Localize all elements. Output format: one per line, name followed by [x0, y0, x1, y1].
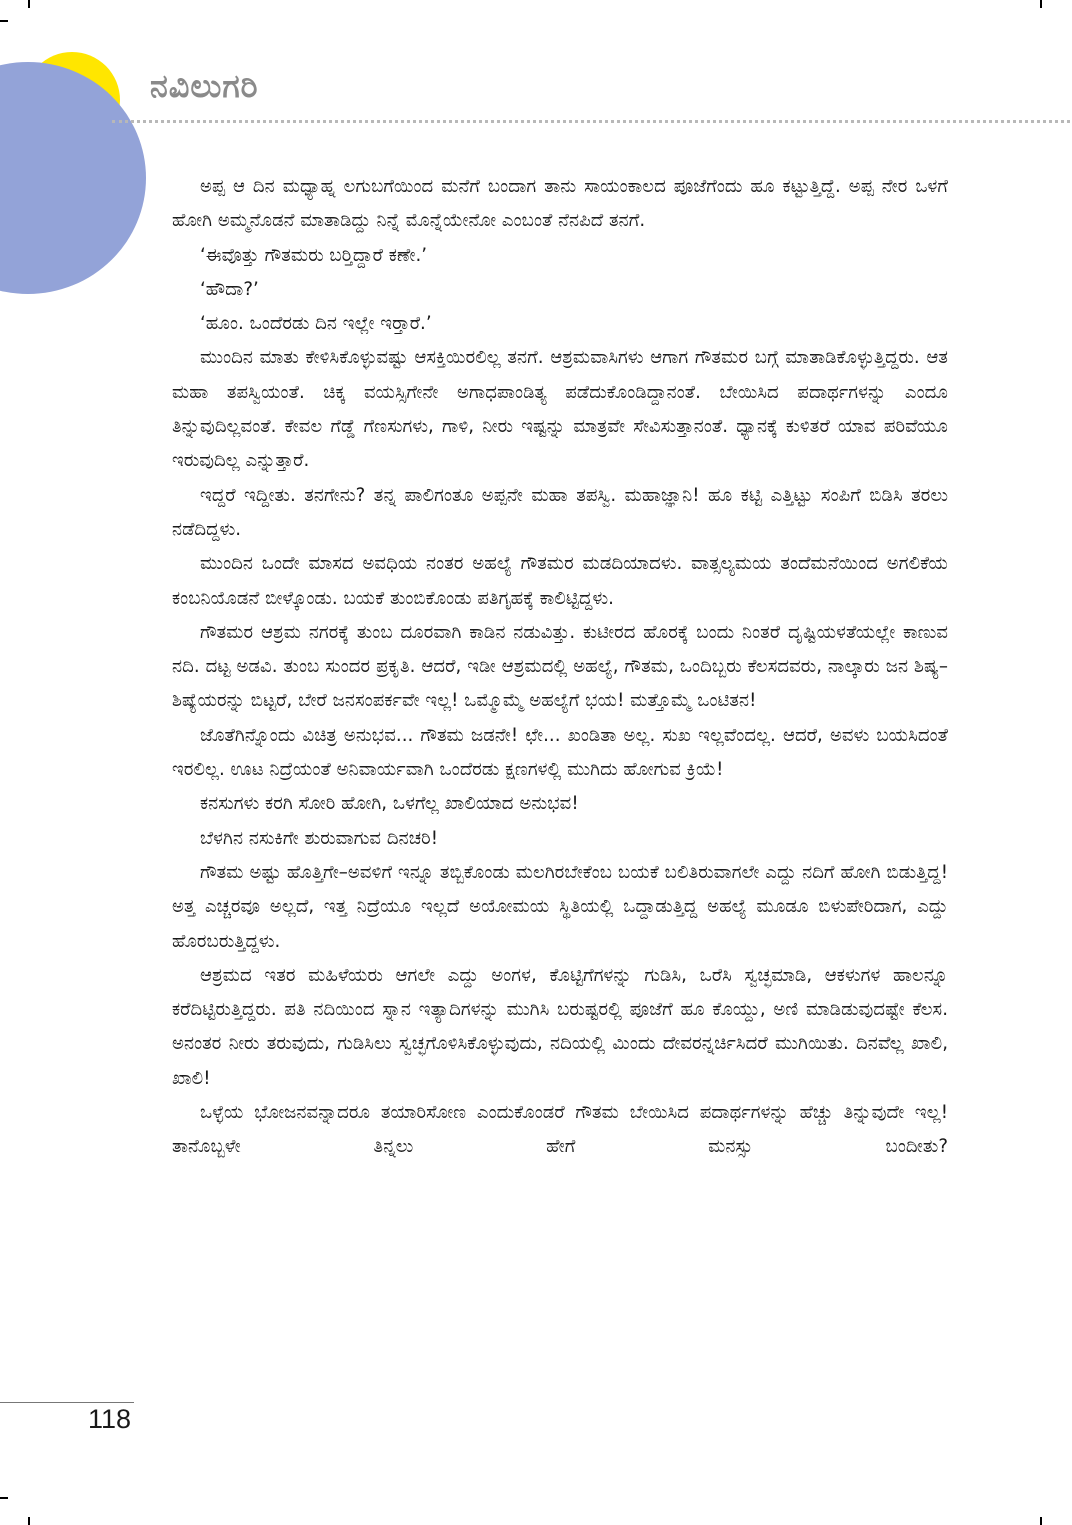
crop-mark-left-lower: [0, 1497, 8, 1499]
footer-rule: [0, 1402, 134, 1403]
paragraph: ಗೌತಮ ಅಷ್ಟು ಹೊತ್ತಿಗೇ–ಅವಳಿಗೆ ಇನ್ನೂ ತಬ್ಬಿಕೊಂಡು ಮಲಗಿರಬೇಕೆಂಬ ಬಯಕೆ ಬಲಿತಿರುವಾಗಲೇ ಎದ್ದು ನದಿಗೆ ಹೋಗಿ ಬಿಡುತ್ತಿದ್ದ! ಅತ್ತ ಎಚ್ಚರವೂ ಅಲ್ಲದೆ, ಇತ್ತ ನಿದ್ರೆಯೂ ಇಲ್ಲದೆ ಅಯೋಮಯ ಸ್ಥಿತಿಯಲ್ಲಿ ಒದ್ದಾಡುತ್ತಿದ್ದ ಅಹಲ್ಯೆ ಮೂಡೂ ಬಿಳುಪೇರಿದಾಗ, ಎದ್ದು ಹೊರಬರುತ್ತಿದ್ದಳು.: [172, 861, 948, 952]
crop-mark-bottom-left: [28, 1517, 30, 1525]
decorative-blue-circle: [0, 62, 146, 294]
paragraph: ಇದ್ದರೆ ಇದ್ದೀತು. ತನಗೇನು? ತನ್ನ ಪಾಲಿಗಂತೂ ಅಪ್ಪನೇ ಮಹಾ ತಪಸ್ವಿ. ಮಹಾಜ್ಞಾನಿ! ಹೂ ಕಟ್ಟಿ ಎತ್ತಿಟ್ಟು ಸಂಪಿಗೆ ಬಿಡಿಸಿ ತರಲು ನಡೆದಿದ್ದಳು.: [172, 484, 948, 540]
paragraph: ಬೆಳಗಿನ ನಸುಕಿಗೇ ಶುರುವಾಗುವ ದಿನಚರಿ!: [200, 827, 439, 849]
crop-mark-left-upper: [0, 20, 8, 22]
body-text: [172, 170, 948, 1165]
running-header-title: ನವಿಲುಗರಿ: [150, 67, 259, 105]
crop-mark-top-right: [1040, 0, 1042, 8]
paragraph: ‘ಹೌದಾ?’: [200, 278, 259, 300]
paragraph: ಗೌತಮರ ಆಶ್ರಮ ನಗರಕ್ಕೆ ತುಂಬ ದೂರವಾಗಿ ಕಾಡಿನ ನಡುವಿತ್ತು. ಕುಟೀರದ ಹೊರಕ್ಕೆ ಬಂದು ನಿಂತರೆ ದೃಷ್ಟಿಯಳತೆಯಲ್ಲೇ ಕಾಣುವ ನದಿ. ದಟ್ಟ ಅಡವಿ. ತುಂಬ ಸುಂದರ ಪ್ರಕೃತಿ. ಆದರೆ, ಇಡೀ ಆಶ್ರಮದಲ್ಲಿ ಅಹಲ್ಯೆ, ಗೌತಮ, ಒಂದಿಬ್ಬರು ಕೆಲಸದವರು, ನಾಲ್ಕಾರು ಜನ ಶಿಷ್ಯ–ಶಿಷ್ಯೆಯರನ್ನು ಬಿಟ್ಟರೆ, ಬೇರೆ ಜನಸಂಪರ್ಕವೇ ಇಲ್ಲ! ಒಮ್ಮೊಮ್ಮೆ ಅಹಲ್ಯೆಗೆ ಭಯ! ಮತ್ತೊಮ್ಮೆ ಒಂಟಿತನ!: [172, 621, 948, 712]
paragraph: ಜೊತೆಗಿನ್ನೊಂದು ವಿಚಿತ್ರ ಅನುಭವ... ಗೌತಮ ಜಡನೇ! ಛೇ... ಖಂಡಿತಾ ಅಲ್ಲ. ಸುಖ ಇಲ್ಲವೆಂದಲ್ಲ. ಆದರೆ, ಅವಳು ಬಯಸಿದಂತೆ ಇರಲಿಲ್ಲ. ಊಟ ನಿದ್ರೆಯಂತೆ ಅನಿವಾರ್ಯವಾಗಿ ಒಂದೆರಡು ಕ್ಷಣಗಳಲ್ಲಿ ಮುಗಿದು ಹೋಗುವ ಕ್ರಿಯೆ!: [172, 724, 948, 781]
paragraph: ಮುಂದಿನ ಒಂದೇ ಮಾಸದ ಅವಧಿಯ ನಂತರ ಅಹಲ್ಯೆ ಗೌತಮರ ಮಡದಿಯಾದಳು. ವಾತ್ಸಲ್ಯಮಯ ತಂದೆಮನೆಯಿಂದ ಅಗಲಿಕೆಯ ಕಂಬನಿಯೊಡನೆ ಬೀಳ್ಕೊಂಡು. ಬಯಕೆ ತುಂಬಿಕೊಂಡು ಪತಿಗೃಹಕ್ಕೆ ಕಾಲಿಟ್ಟಿದ್ದಳು.: [172, 553, 948, 609]
paragraph: ಕನಸುಗಳು ಕರಗಿ ಸೋರಿ ಹೋಗಿ, ಒಳಗೆಲ್ಲ ಖಾಲಿಯಾದ ಅನುಭವ!: [200, 793, 579, 815]
header-dotted-divider: [112, 120, 1070, 123]
crop-mark-bottom-right: [1040, 1517, 1042, 1525]
paragraph: ಒಳ್ಳೆಯ ಭೋಜನವನ್ನಾದರೂ ತಯಾರಿಸೋಣ ಎಂದುಕೊಂಡರೆ ಗೌತಮ ಬೇಯಿಸಿದ ಪದಾರ್ಥಗಳನ್ನು ಹೆಚ್ಚು ತಿನ್ನುವುದೇ ಇಲ್ಲ! ತಾನೊಬ್ಬಳೇ ತಿನ್ನಲು ಹೇಗೆ ಮನಸ್ಸು ಬಂದೀತು?: [172, 1102, 948, 1158]
paragraph: ಮುಂದಿನ ಮಾತು ಕೇಳಿಸಿಕೊಳ್ಳುವಷ್ಟು ಆಸಕ್ತಿಯಿರಲಿಲ್ಲ ತನಗೆ. ಆಶ್ರಮವಾಸಿಗಳು ಆಗಾಗ ಗೌತಮರ ಬಗ್ಗೆ ಮಾತಾಡಿಕೊಳ್ಳುತ್ತಿದ್ದರು. ಆತ ಮಹಾ ತಪಸ್ವಿಯಂತೆ. ಚಿಕ್ಕ ವಯಸ್ಸಿಗೇನೇ ಅಗಾಧಪಾಂಡಿತ್ಯ ಪಡೆದುಕೊಂಡಿದ್ದಾನಂತೆ. ಬೇಯಿಸಿದ ಪದಾರ್ಥಗಳನ್ನು ಎಂದೂ ತಿನ್ನುವುದಿಲ್ಲವಂತೆ. ಕೇವಲ ಗೆಡ್ಡೆ ಗೆಣಸುಗಳು, ಗಾಳಿ, ನೀರು ಇಷ್ಟನ್ನು ಮಾತ್ರವೇ ಸೇವಿಸುತ್ತಾನಂತೆ. ಧ್ಯಾನಕ್ಕೆ ಕುಳಿತರೆ ಯಾವ ಪರಿವೆಯೂ ಇರುವುದಿಲ್ಲ ಎನ್ನುತ್ತಾರೆ.: [172, 347, 948, 472]
paragraph: ಆಶ್ರಮದ ಇತರ ಮಹಿಳೆಯರು ಆಗಲೇ ಎದ್ದು ಅಂಗಳ, ಕೊಟ್ಟಿಗೆಗಳನ್ನು ಗುಡಿಸಿ, ಒರೆಸಿ ಸ್ವಚ್ಛಮಾಡಿ, ಆಕಳುಗಳ ಹಾಲನ್ನೂ ಕರೆದಿಟ್ಟಿರುತ್ತಿದ್ದರು. ಪತಿ ನದಿಯಿಂದ ಸ್ನಾನ ಇತ್ಯಾದಿಗಳನ್ನು ಮುಗಿಸಿ ಬರುಷ್ಟರಲ್ಲಿ ಪೂಜೆಗೆ ಹೂ ಕೊಯ್ದು, ಅಣಿ ಮಾಡಿಡುವುದಷ್ಟೇ ಕೆಲಸ. ಅನಂತರ ನೀರು ತರುವುದು, ಗುಡಿಸಿಲು ಸ್ವಚ್ಛಗೊಳಿಸಿಕೊಳ್ಳುವುದು, ನದಿಯಲ್ಲಿ ಮಿಂದು ದೇವರನ್ನರ್ಚಿಸಿದರೆ ಮುಗಿಯಿತು. ದಿನವೆಲ್ಲ ಖಾಲಿ, ಖಾಲಿ!: [172, 964, 948, 1089]
paragraph: ‘ಈವೊತ್ತು ಗೌತಮರು ಬರ‍್ತಿದ್ದಾರೆ ಕಣೇ.’: [200, 244, 428, 266]
paragraph: ‘ಹೂಂ. ಒಂದೆರಡು ದಿನ ಇಲ್ಲೇ ಇರ‍್ತಾರೆ.’: [200, 313, 432, 335]
crop-mark-top-left: [28, 0, 30, 8]
page-number: 118: [88, 1404, 132, 1434]
paragraph: ಅಪ್ಪ ಆ ದಿನ ಮಧ್ಯಾಹ್ನ ಲಗುಬಗೆಯಿಂದ ಮನೆಗೆ ಬಂದಾಗ ತಾನು ಸಾಯಂಕಾಲದ ಪೂಜೆಗೆಂದು ಹೂ ಕಟ್ಟುತ್ತಿದ್ದೆ. ಅಪ್ಪ ನೇರ ಒಳಗೆ ಹೋಗಿ ಅಮ್ಮನೊಡನೆ ಮಾತಾಡಿದ್ದು ನಿನ್ನೆ ಮೊನ್ನೆಯೇನೋ ಎಂಬಂತೆ ನೆನಪಿದೆ ತನಗೆ.: [172, 176, 948, 232]
